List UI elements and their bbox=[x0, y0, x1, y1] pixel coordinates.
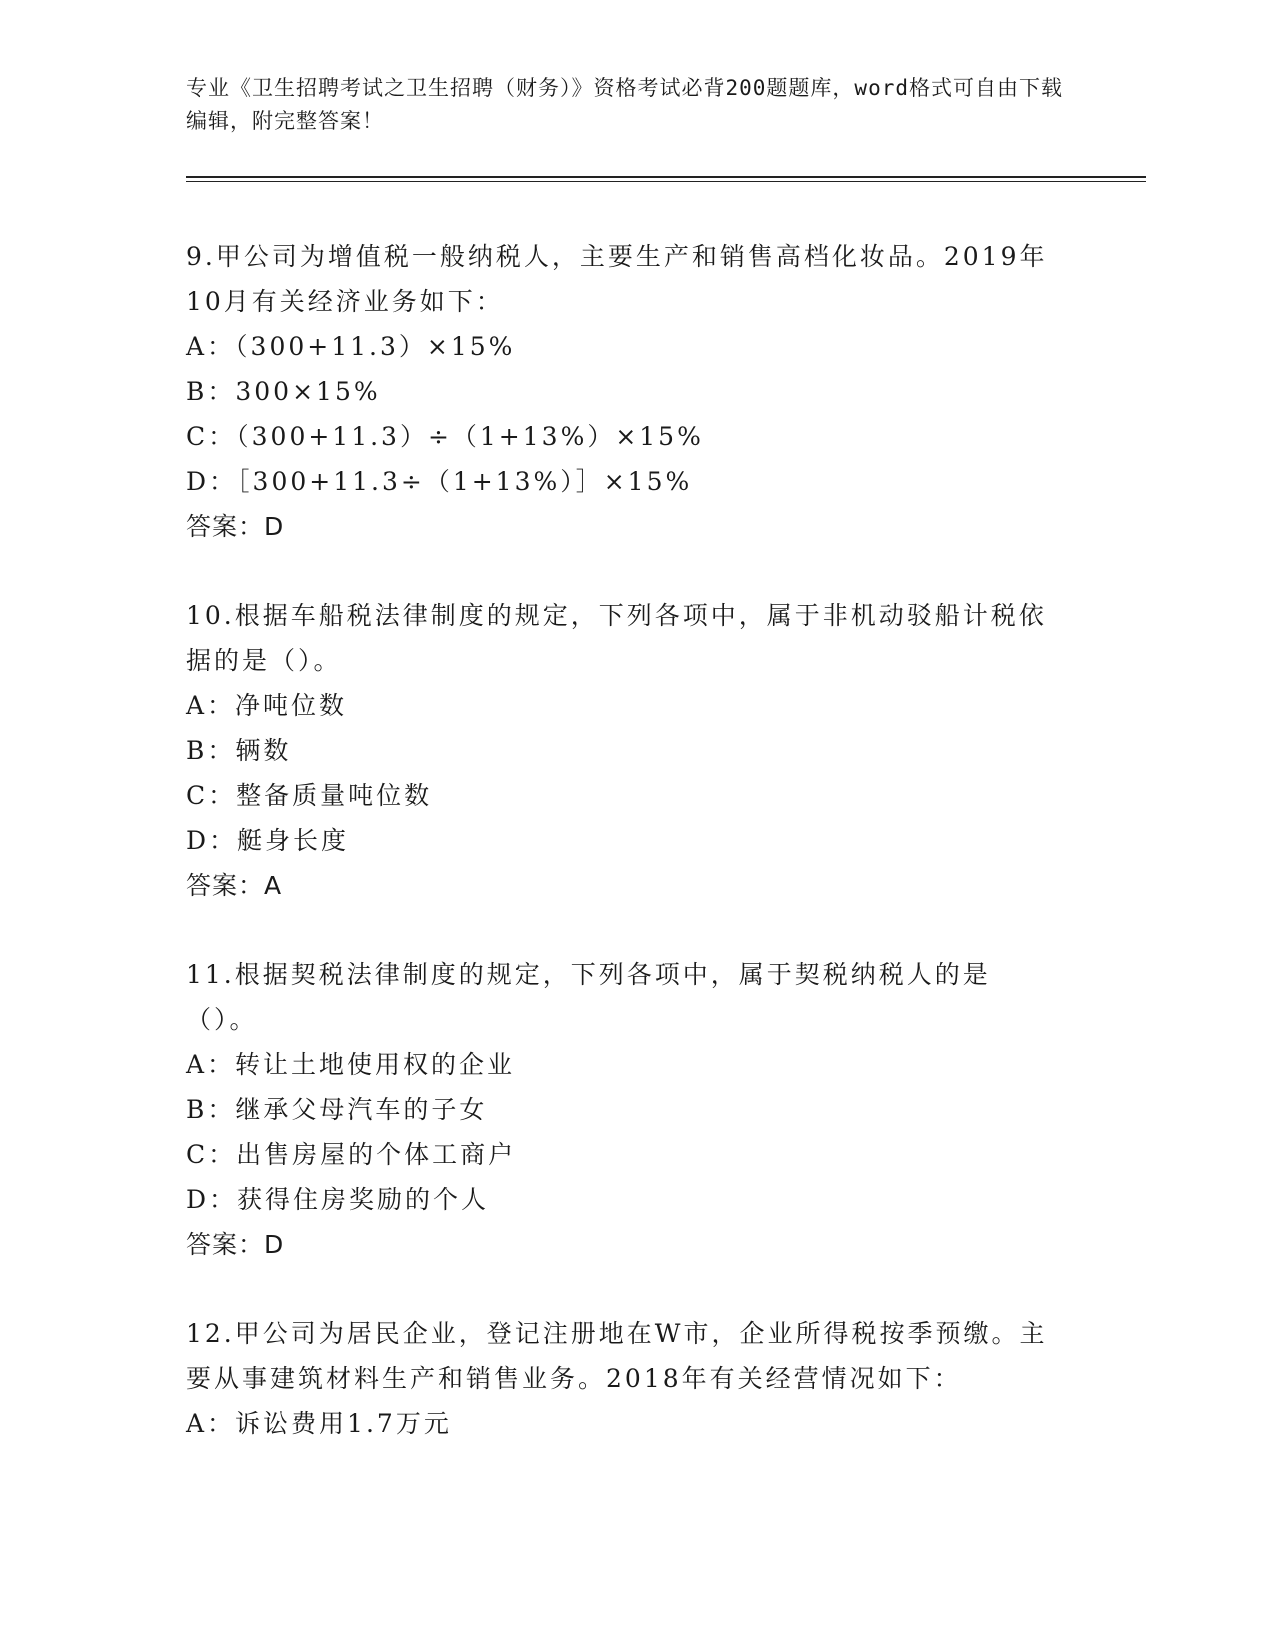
option-c: C：整备质量吨位数 bbox=[186, 781, 433, 810]
question-9 bbox=[186, 234, 1146, 549]
header-divider bbox=[186, 176, 1146, 182]
question-stem: 11.根据契税法律制度的规定，下列各项中，属于契税纳税人的是（）。 bbox=[186, 960, 991, 1034]
answer-label: 答案：D bbox=[186, 512, 285, 541]
option-d: D：获得住房奖励的个人 bbox=[186, 1185, 490, 1214]
answer-label: 答案：A bbox=[186, 871, 283, 900]
question-stem: 10.根据车船税法律制度的规定，下列各项中，属于非机动驳船计税依据的是（）。 bbox=[186, 601, 1047, 675]
option-c: C：（300+11.3）÷（1+13%）×15% bbox=[186, 422, 704, 451]
document-page bbox=[186, 72, 1146, 1490]
question-stem: 9.甲公司为增值税一般纳税人，主要生产和销售高档化妆品。2019年10月有关经济业务如下： bbox=[186, 242, 1048, 316]
option-a: A：诉讼费用1.7万元 bbox=[186, 1409, 452, 1438]
question-stem: 12.甲公司为居民企业，登记注册地在W市，企业所得税按季预缴。主要从事建筑材料生产和销售业务。2018年有关经营情况如下： bbox=[186, 1319, 1048, 1393]
option-a: A：（300+11.3）×15% bbox=[186, 332, 516, 361]
option-d: D：艇身长度 bbox=[186, 826, 350, 855]
option-b: B：继承父母汽车的子女 bbox=[186, 1095, 488, 1124]
option-c: C：出售房屋的个体工商户 bbox=[186, 1140, 517, 1169]
question-list bbox=[186, 234, 1146, 1446]
question-11 bbox=[186, 952, 1146, 1267]
option-a: A：转让土地使用权的企业 bbox=[186, 1050, 516, 1079]
option-b: B：辆数 bbox=[186, 736, 292, 765]
answer-label: 答案：D bbox=[186, 1230, 285, 1259]
option-b: B：300×15% bbox=[186, 377, 381, 406]
option-a: A：净吨位数 bbox=[186, 691, 348, 720]
question-12 bbox=[186, 1311, 1146, 1446]
question-10 bbox=[186, 593, 1146, 908]
option-d: D：［300+11.3÷（1+13%）］×15% bbox=[186, 467, 693, 496]
document-header-title: 专业《卫生招聘考试之卫生招聘（财务）》资格考试必背200题题库，word格式可自由下载编辑，附完整答案！ bbox=[186, 76, 1063, 133]
